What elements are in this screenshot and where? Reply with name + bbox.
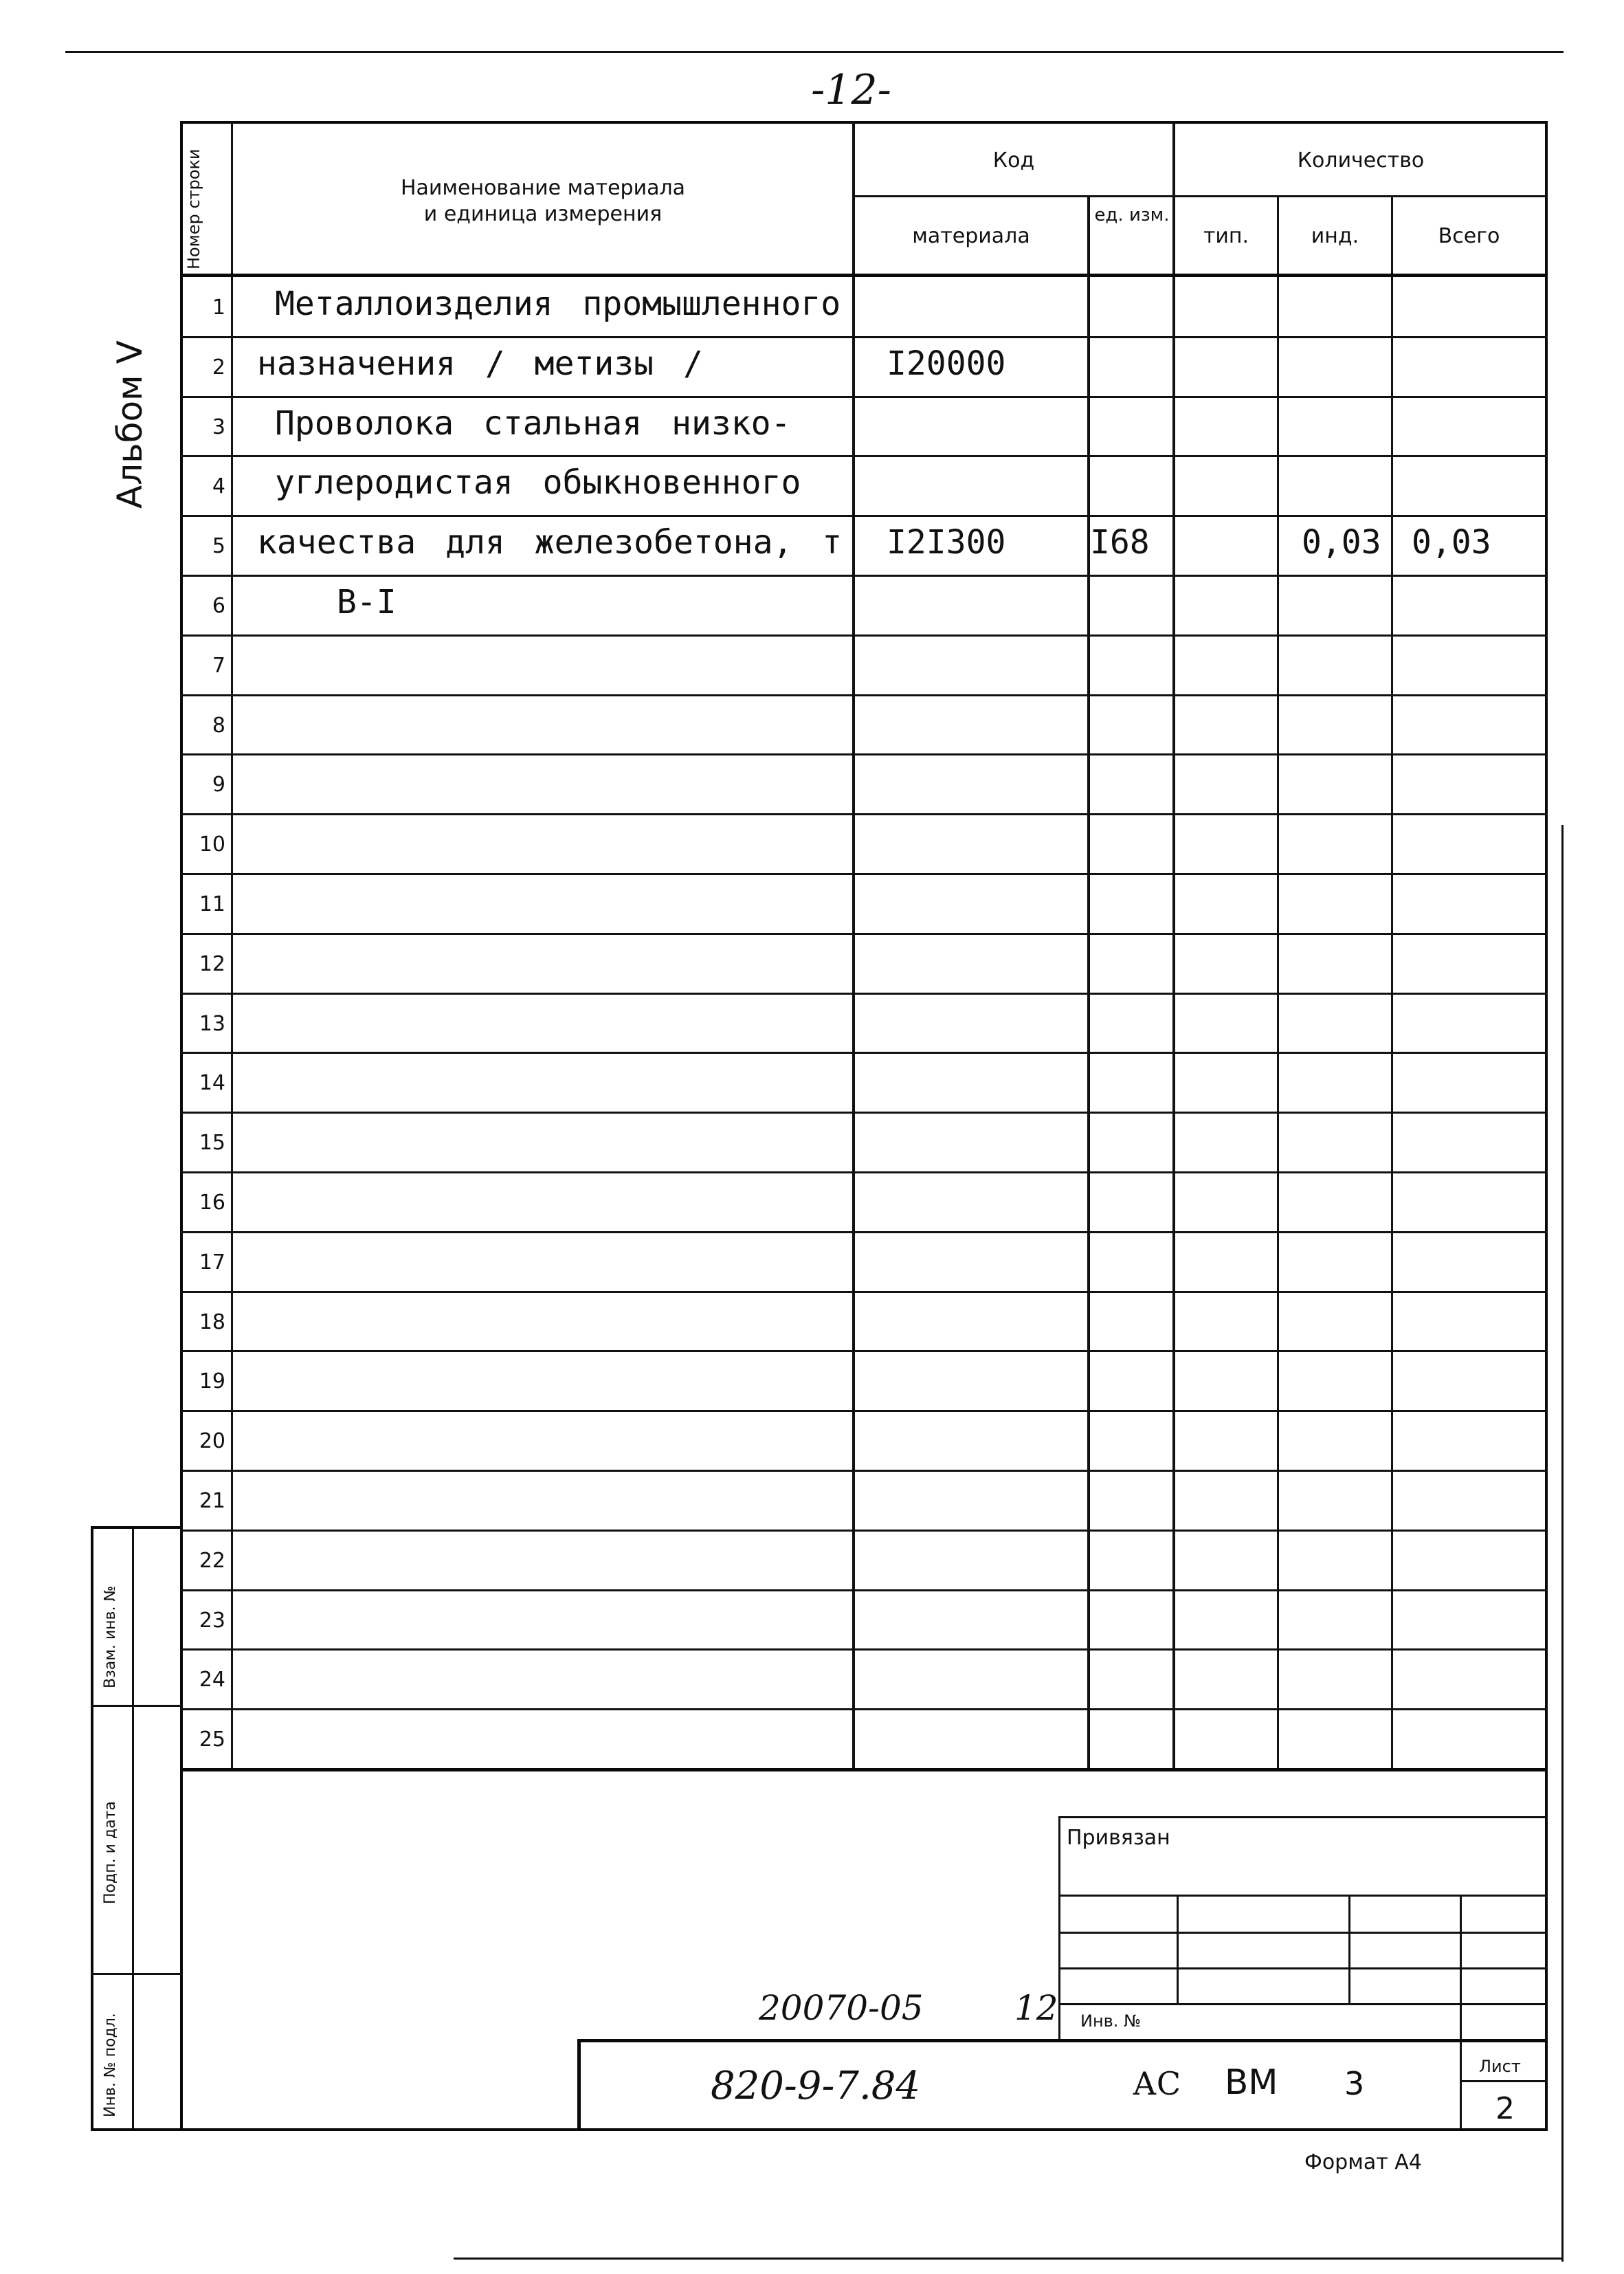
row-code: I2I300 [887,523,1006,562]
tb-section: АС [1133,2065,1181,2102]
row-rule [180,1530,1548,1532]
row-number: 15 [199,1131,225,1155]
row-rule [180,396,1548,398]
row-rule [180,1171,1548,1173]
stamp-sep-1 [91,1705,183,1707]
row-rule [180,1708,1548,1710]
row-number: 9 [212,773,225,797]
row-number: 5 [212,534,225,558]
row-rule [180,1470,1548,1472]
hdr-name-1: Наименование материала [400,176,686,200]
tb-grid-v2 [1348,1895,1350,2005]
hdr-bottom-rule [180,274,1548,277]
hdr-qty-ind: инд. [1311,224,1359,248]
row-rule [180,1350,1548,1352]
col-sep-ind-total [1391,195,1393,1769]
scan-edge-bottom [454,2258,1563,2260]
scan-edge-right [1561,825,1564,2262]
row-number: 14 [199,1071,225,1095]
row-number: 3 [212,415,225,439]
row-rule [180,1112,1548,1114]
row-rule [180,1410,1548,1412]
row-unit: I68 [1090,523,1150,562]
row-number: 16 [199,1191,225,1215]
stamp-top [91,1526,183,1529]
row-number: 8 [212,714,225,738]
hdr-name-2: и единица измерения [423,202,663,226]
row-number: 11 [199,892,225,916]
tb-grid-h1 [1058,1895,1546,1897]
stamp-inv-orig: Инв. № подл. [102,2013,119,2117]
tb-sheet-no: 2 [1495,2091,1515,2126]
row-number: 23 [199,1609,225,1633]
stamp-replace-inv: Взам. инв. № [102,1585,119,1688]
tb-sheet-label: Лист [1479,2057,1521,2076]
tb-bound-label: Привязан [1067,1826,1170,1850]
page-number: -12- [811,66,891,114]
stamp-sep-2 [91,1973,183,1975]
hdr-row-number: Номер строки [184,148,203,269]
col-sep-typ-ind [1277,195,1279,1769]
row-number: 18 [199,1310,225,1334]
tb-ref-sheet: 12 [1014,1988,1058,2028]
row-ind: 0,03 [1302,523,1381,562]
row-number: 10 [199,832,225,857]
stamp-sign-date: Подп. и дата [102,1801,119,1904]
row-rule [180,515,1548,517]
row-rule [180,813,1548,815]
top-rule [65,51,1564,53]
row-rule [180,634,1548,637]
col-sep-code-qty [1172,121,1175,1769]
row-rule [180,336,1548,338]
col-sep-unit [1087,195,1090,1769]
row-rule [180,455,1548,457]
tb-doc-code: 820-9-7.84 [711,2064,921,2108]
tb-mark: ВМ [1225,2062,1278,2102]
tb-inv-label: Инв. № [1080,2011,1142,2031]
tb-grid-v1 [1177,1895,1179,2005]
frame-right [1545,121,1548,2131]
stamp-inner-left [132,1526,134,2131]
col-sep-name [852,121,855,1769]
tb-sheet-sep [1460,2039,1462,2130]
stamp-bottom [91,2128,183,2131]
row-number: 17 [199,1250,225,1274]
frame-bottom [180,2128,1548,2131]
row-rule [180,873,1548,875]
hdr-code: Код [992,148,1035,173]
row-number: 19 [199,1369,225,1393]
tb-main-top [577,2039,1546,2042]
row-number: 22 [199,1549,225,1573]
row-number: 13 [199,1012,225,1036]
row-number: 20 [199,1429,225,1453]
row-name: Металлоизделия промышленного [275,285,841,323]
col-sep-num [231,121,233,1769]
row-name: углеродистая обыкновенного [275,463,801,502]
tb-grid-h3 [1058,1967,1546,1969]
format-label: Формат А4 [1304,2150,1422,2174]
row-name: B-I [337,583,397,621]
tb-bound-left [1058,1816,1060,2039]
row-number: 7 [212,654,225,678]
row-name: назначения / метизы / [257,344,703,383]
row-rule [180,993,1548,995]
stamp-outer-left [91,1526,93,2131]
row-name: Проволока стальная низко- [275,404,791,443]
row-rule [180,1231,1548,1233]
tb-album: 3 [1344,2065,1365,2102]
tb-grid-h4 [1058,2003,1546,2005]
hdr-code-material: материала [912,224,1030,248]
row-rule [180,1648,1548,1651]
row-rule [180,1052,1548,1054]
hdr-quantity: Количество [1297,148,1425,173]
tb-grid-h2 [1058,1932,1546,1934]
row-number: 4 [212,474,225,498]
frame-top [180,121,1548,124]
album-label: Альбом V [110,340,150,509]
tb-top-rule [180,1768,1548,1771]
hdr-qty-typ: тип. [1203,224,1249,248]
row-number: 25 [199,1727,225,1752]
row-number: 2 [212,355,225,379]
row-number: 21 [199,1489,225,1513]
row-rule [180,1291,1548,1293]
row-total: 0,03 [1412,523,1491,562]
hdr-qty-total: Всего [1438,224,1500,248]
row-number: 1 [212,296,225,320]
row-rule [180,933,1548,935]
row-rule [180,1589,1548,1591]
tb-grid-v3 [1460,1895,1462,2040]
row-code: I20000 [887,344,1006,383]
row-name: качества для железобетона, т [257,523,843,562]
tb-ref-number: 20070-05 [759,1988,924,2028]
row-rule [180,753,1548,755]
row-number: 12 [199,952,225,976]
row-rule [180,575,1548,577]
tb-bound-top [1058,1816,1546,1818]
row-number: 24 [199,1668,225,1692]
tb-sheet-rule [1460,2080,1546,2082]
hdr-sub-rule [852,195,1546,197]
tb-main-left [577,2039,581,2130]
hdr-code-unit: ед. изм. [1094,205,1170,225]
row-rule [180,694,1548,696]
row-number: 6 [212,594,225,618]
